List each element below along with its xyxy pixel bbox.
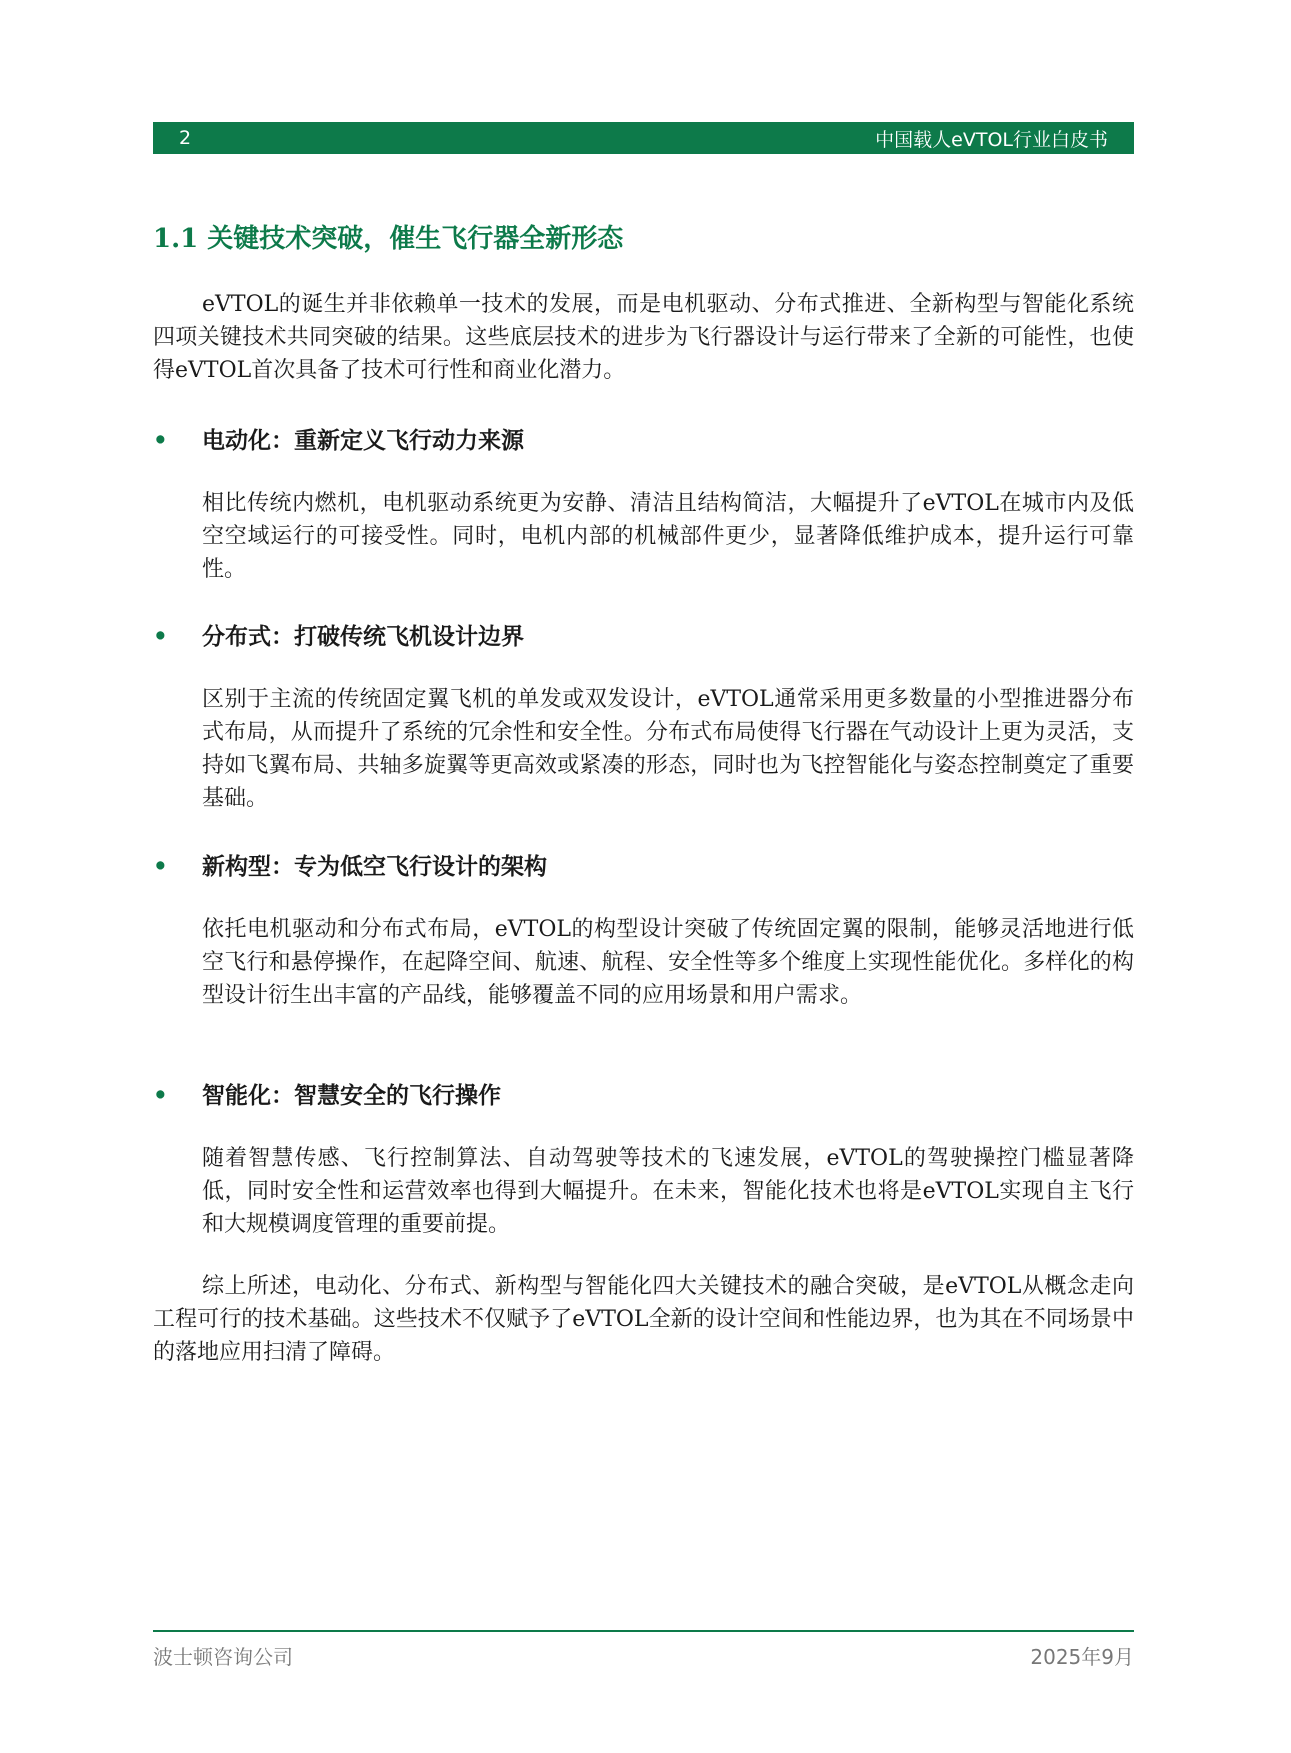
bullet-heading-text: 电动化：重新定义飞行动力来源	[202, 427, 524, 454]
bullet-heading-text: 智能化：智慧安全的飞行操作	[202, 1082, 501, 1109]
bullet-body-intelligence: 随着智慧传感、飞行控制算法、自动驾驶等技术的飞速发展，eVTOL的驾驶操控门槛显著降低，同时安全性和运营效率也得到大幅提升。在未来，智能化技术也将是eVTOL实现自主飞行和大规模调度管理的重要前提。	[202, 1146, 1134, 1237]
intro-paragraph: eVTOL的诞生并非依赖单一技术的发展，而是电机驱动、分布式推进、全新构型与智能化系统四项关键技术共同突破的结果。这些底层技术的进步为飞行器设计与运行带来了全新的可能性，也使得eVTOL首次具备了技术可行性和商业化潜力。	[153, 292, 1134, 383]
bullet-dot-icon: •	[153, 853, 168, 880]
footer-divider	[153, 1630, 1134, 1632]
bullet-heading-intelligence	[153, 1077, 501, 1110]
conclusion-paragraph: 综上所述，电动化、分布式、新构型与智能化四大关键技术的融合突破，是eVTOL从概念走向工程可行的技术基础。这些技术不仅赋予了eVTOL全新的设计空间和性能边界，也为其在不同场景中的落地应用扫清了障碍。	[153, 1274, 1134, 1365]
bullet-body-new-configuration: 依托电机驱动和分布式布局，eVTOL的构型设计突破了传统固定翼的限制，能够灵活地进行低空飞行和悬停操作，在起降空间、航速、航程、安全性等多个维度上实现性能优化。多样化的构型设计衍生出丰富的产品线，能够覆盖不同的应用场景和用户需求。	[202, 917, 1134, 1008]
footer-date: 2025年9月	[1030, 1645, 1134, 1669]
bullet-heading-new-configuration	[153, 848, 547, 881]
bullet-body-electrification: 相比传统内燃机，电机驱动系统更为安静、清洁且结构简洁，大幅提升了eVTOL在城市内及低空空域运行的可接受性。同时，电机内部的机械部件更少，显著降低维护成本，提升运行可靠性。	[202, 491, 1134, 582]
bullet-body-distributed: 区别于主流的传统固定翼飞机的单发或双发设计，eVTOL通常采用更多数量的小型推进器分布式布局，从而提升了系统的冗余性和安全性。分布式布局使得飞行器在气动设计上更为灵活，支持如飞翼布局、共轴多旋翼等更高效或紧凑的形态，同时也为飞控智能化与姿态控制奠定了重要基础。	[202, 687, 1134, 811]
bullet-heading-electrification	[153, 422, 524, 455]
footer-company: 波士顿咨询公司	[153, 1645, 293, 1669]
bullet-heading-distributed	[153, 618, 524, 651]
page-number: 2	[179, 127, 192, 149]
bullet-dot-icon: •	[153, 623, 168, 650]
bullet-dot-icon: •	[153, 427, 168, 454]
bullet-heading-text: 新构型：专为低空飞行设计的架构	[202, 853, 547, 880]
bullet-dot-icon: •	[153, 1082, 168, 1109]
header-bar	[153, 122, 1134, 154]
section-title: 1.1 关键技术突破，催生飞行器全新形态	[153, 224, 624, 254]
bullet-heading-text: 分布式：打破传统飞机设计边界	[202, 623, 524, 650]
document-title: 中国载人eVTOL行业白皮书	[875, 128, 1108, 151]
